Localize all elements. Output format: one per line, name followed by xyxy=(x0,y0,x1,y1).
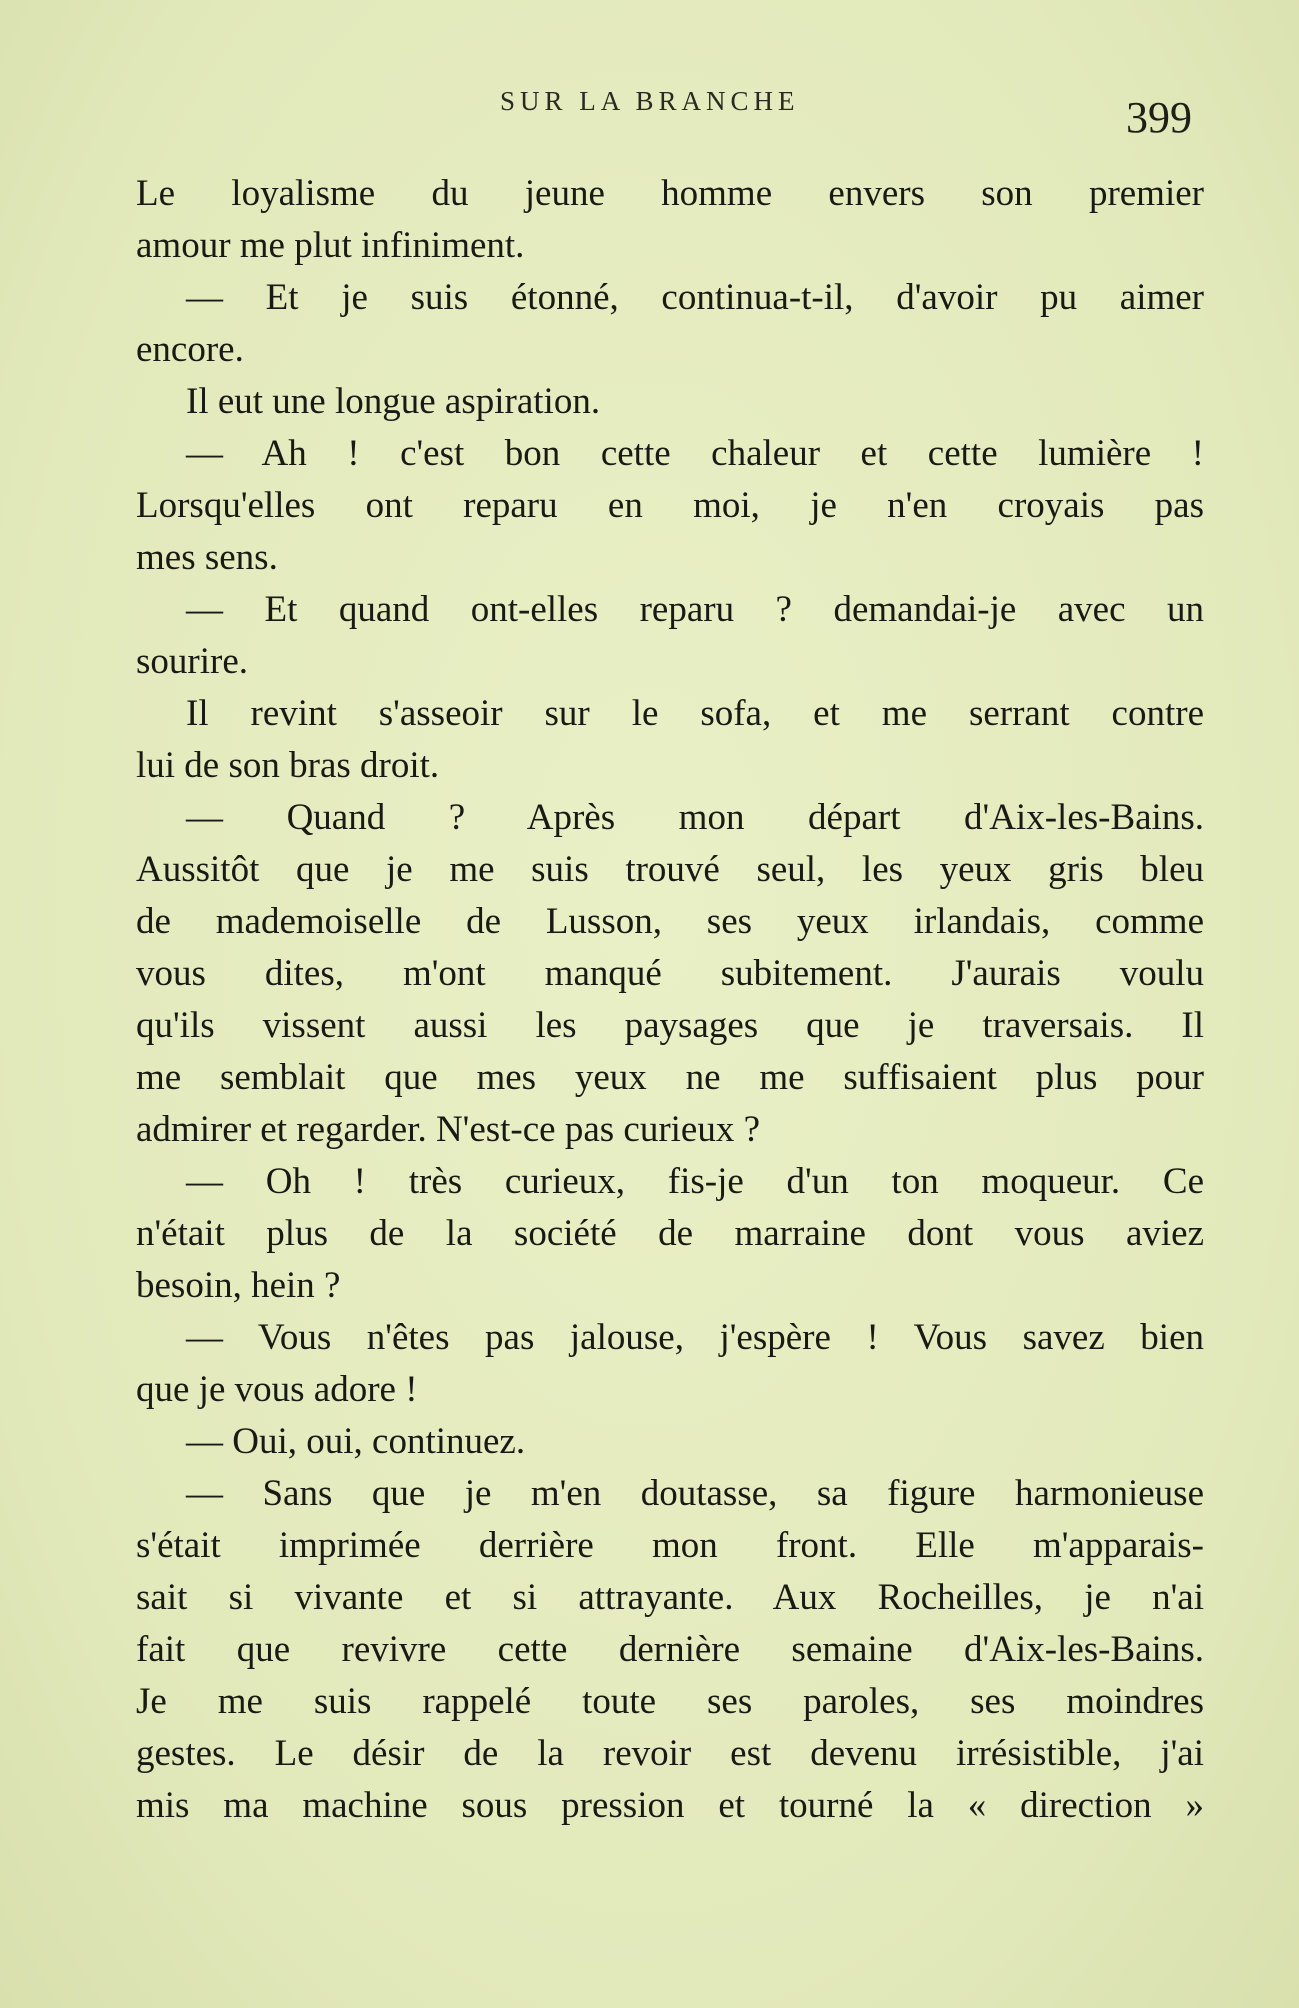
text-line: fait que revivre cette dernière semaine d'Aix-les-Bains. xyxy=(136,1629,1204,1670)
text-line: mes sens. xyxy=(136,537,278,578)
text-line: n'était plus de la société de marraine dont vous aviez xyxy=(136,1213,1204,1254)
text-line: de mademoiselle de Lusson, ses yeux irlandais, comme xyxy=(136,901,1204,942)
text-line: Le loyalisme du jeune homme envers son premier xyxy=(136,173,1204,214)
text-line: s'était imprimée derrière mon front. Elle m'apparais- xyxy=(136,1525,1204,1566)
running-head: SUR LA BRANCHE xyxy=(500,86,800,116)
text-line: — Quand ? Après mon départ d'Aix-les-Bains. xyxy=(186,797,1204,838)
text-line: encore. xyxy=(136,329,244,370)
text-line: que je vous adore ! xyxy=(136,1369,418,1410)
text-line: vous dites, m'ont manqué subitement. J'aurais voulu xyxy=(136,953,1204,994)
text-line: — Sans que je m'en doutasse, sa figure harmonieuse xyxy=(186,1473,1204,1514)
text-line: me semblait que mes yeux ne me suffisaient plus pour xyxy=(136,1057,1204,1098)
text-line: lui de son bras droit. xyxy=(136,745,440,786)
page-number: 399 xyxy=(1126,93,1192,142)
text-line: — Oh ! très curieux, fis-je d'un ton moqueur. Ce xyxy=(186,1161,1204,1202)
text-line: Il revint s'asseoir sur le sofa, et me serrant contre xyxy=(186,693,1204,734)
text-line: sait si vivante et si attrayante. Aux Rocheilles, je n'ai xyxy=(136,1577,1204,1618)
text-line: qu'ils vissent aussi les paysages que je traversais. Il xyxy=(136,1005,1204,1046)
text-line: admirer et regarder. N'est-ce pas curieux ? xyxy=(136,1109,761,1150)
text-line: Je me suis rappelé toute ses paroles, ses moindres xyxy=(136,1681,1204,1722)
text-line: mis ma machine sous pression et tourné la « direction » xyxy=(136,1785,1204,1826)
text-line: sourire. xyxy=(136,641,248,682)
text-line: — Oui, oui, continuez. xyxy=(186,1421,526,1462)
text-line: — Et je suis étonné, continua-t-il, d'avoir pu aimer xyxy=(186,277,1204,318)
text-line: — Et quand ont-elles reparu ? demandai-je avec un xyxy=(186,589,1204,630)
text-line: amour me plut infiniment. xyxy=(136,225,525,266)
text-line: Lorsqu'elles ont reparu en moi, je n'en croyais pas xyxy=(136,485,1204,526)
text-line: Il eut une longue aspiration. xyxy=(186,381,601,422)
text-line: Aussitôt que je me suis trouvé seul, les yeux gris bleu xyxy=(136,849,1204,890)
text-line: besoin, hein ? xyxy=(136,1265,341,1306)
text-line: — Ah ! c'est bon cette chaleur et cette lumière ! xyxy=(186,433,1204,474)
text-line: — Vous n'êtes pas jalouse, j'espère ! Vous savez bien xyxy=(186,1317,1204,1358)
text-line: gestes. Le désir de la revoir est devenu irrésistible, j'ai xyxy=(136,1733,1204,1774)
body-text xyxy=(136,168,1204,1832)
